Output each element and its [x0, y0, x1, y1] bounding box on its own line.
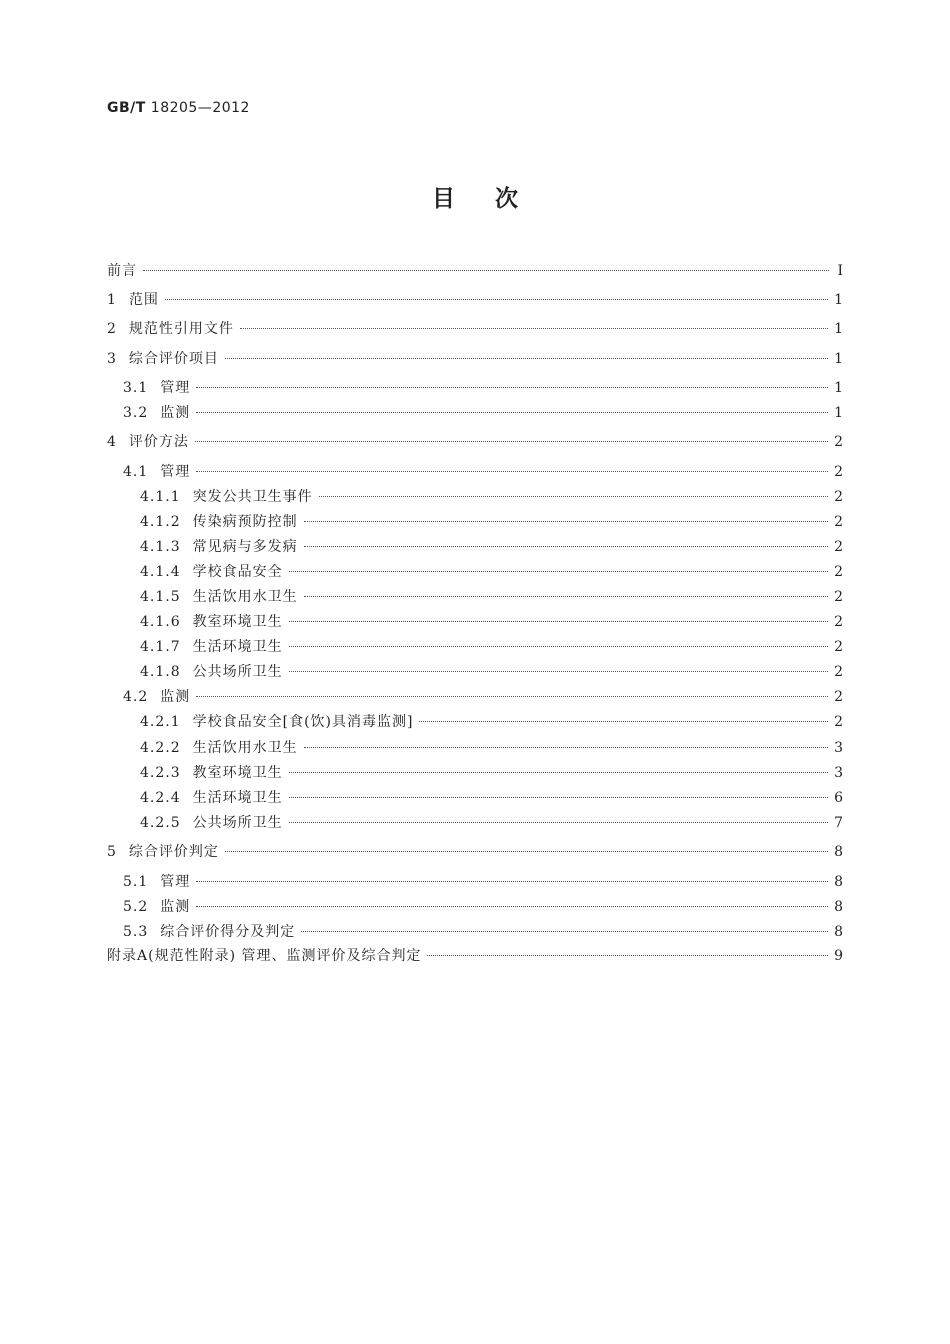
toc-entry-label: 学校食品安全[食(饮)具消毒监测] — [192, 714, 414, 730]
toc-dot-leader — [196, 881, 828, 882]
toc-entry-page: 2 — [834, 664, 843, 680]
toc-entry-label: 监测 — [160, 689, 191, 705]
toc-dot-leader — [289, 621, 828, 622]
toc-dot-leader — [304, 546, 828, 547]
toc-entry[interactable] — [107, 944, 843, 968]
toc-entry-label: 突发公共卫生事件 — [192, 489, 313, 505]
toc-entry-label: 监测 — [160, 405, 191, 421]
toc-entry-number: 4.1.5 — [140, 589, 181, 605]
toc-entry-label: 教室环境卫生 — [192, 614, 283, 630]
standard-code — [107, 100, 250, 116]
toc-entry-page: 2 — [834, 539, 843, 555]
toc-entry[interactable] — [107, 895, 843, 919]
toc-dot-leader — [196, 906, 828, 907]
toc-entry-number: 4.1.2 — [140, 514, 181, 530]
toc-entry[interactable] — [107, 485, 843, 509]
toc-entry[interactable] — [107, 460, 843, 484]
toc-entry-label: 公共场所卫生 — [192, 664, 283, 680]
toc-entry-page: 8 — [834, 899, 843, 915]
toc-dot-leader — [319, 496, 828, 497]
toc-entry-label: 综合评价判定 — [128, 844, 219, 860]
toc-dot-leader — [419, 721, 828, 722]
toc-entry-page: 9 — [834, 948, 843, 964]
toc-entry-label: 教室环境卫生 — [192, 765, 283, 781]
toc-entry-label: 生活饮用水卫生 — [192, 740, 298, 756]
standard-code-number: 18205—2012 — [150, 100, 250, 116]
toc-entry-page: 2 — [834, 689, 843, 705]
toc-entry-number: 1 — [107, 292, 117, 308]
toc-entry[interactable] — [107, 685, 843, 709]
toc-entry-page: 1 — [834, 405, 843, 421]
toc-dot-leader — [289, 772, 828, 773]
toc-entry-label: 生活饮用水卫生 — [192, 589, 298, 605]
toc-entry[interactable] — [107, 660, 843, 684]
toc-dot-leader — [427, 955, 828, 956]
toc-entry-page: 8 — [834, 844, 843, 860]
toc-entry-number: 4.1.3 — [140, 539, 181, 555]
toc-entry[interactable] — [107, 635, 843, 659]
toc-entry-label: 生活环境卫生 — [192, 790, 283, 806]
toc-entry-number: 4.1.1 — [140, 489, 181, 505]
toc-dot-leader — [165, 299, 828, 300]
toc-entry[interactable] — [107, 736, 843, 760]
toc-entry-page: 2 — [834, 434, 843, 450]
toc-entry-page: 2 — [834, 639, 843, 655]
toc-entry-page: 1 — [834, 351, 843, 367]
toc-dot-leader — [196, 412, 828, 413]
toc-entry-page: 6 — [834, 790, 843, 806]
toc-entry-page: 3 — [834, 765, 843, 781]
toc-entry-page: 8 — [834, 874, 843, 890]
toc-dot-leader — [240, 328, 828, 329]
toc-entry-label: 管理 — [160, 380, 191, 396]
toc-entry-page: 8 — [834, 924, 843, 940]
toc-entry-page: 2 — [834, 564, 843, 580]
toc-entry[interactable] — [107, 288, 843, 312]
toc-entry[interactable] — [107, 259, 843, 283]
toc-entry[interactable] — [107, 840, 843, 864]
toc-entry-number: 4.1.7 — [140, 639, 181, 655]
toc-entry-label: 管理 — [160, 874, 191, 890]
toc-entry-page: 1 — [834, 292, 843, 308]
toc-entry-number: 4.2.3 — [140, 765, 181, 781]
toc-entry-number: 5.1 — [123, 874, 149, 890]
toc-entry-number: 4.2.2 — [140, 740, 181, 756]
toc-entry-label: 综合评价得分及判定 — [160, 924, 296, 940]
toc-entry-number: 4.2 — [123, 689, 149, 705]
toc-entry-number: 2 — [107, 321, 117, 337]
toc-dot-leader — [143, 270, 829, 271]
toc-entry-page: 1 — [834, 380, 843, 396]
page-title: 目次 — [432, 186, 558, 212]
toc-dot-leader — [301, 931, 828, 932]
toc-dot-leader — [289, 822, 828, 823]
toc-entry-label: 综合评价项目 — [128, 351, 219, 367]
toc-entry[interactable] — [107, 610, 843, 634]
toc-entry-label: 传染病预防控制 — [192, 514, 298, 530]
toc-dot-leader — [225, 358, 828, 359]
toc-entry-number: 4 — [107, 434, 117, 450]
toc-dot-leader — [225, 851, 828, 852]
toc-entry[interactable] — [107, 585, 843, 609]
toc-entry-page: 1 — [834, 321, 843, 337]
toc-entry-page: 2 — [834, 614, 843, 630]
toc-entry-number: 3.1 — [123, 380, 149, 396]
toc-entry-label: 前言 — [107, 263, 137, 279]
toc-dot-leader — [304, 596, 828, 597]
toc-entry-label: 公共场所卫生 — [192, 815, 283, 831]
toc-entry-label: 常见病与多发病 — [192, 539, 298, 555]
toc-entry-label: 管理 — [160, 464, 191, 480]
toc-entry[interactable] — [107, 401, 843, 425]
toc-entry-page: 2 — [834, 714, 843, 730]
toc-entry-page: Ⅰ — [837, 263, 843, 279]
toc-entry-label: 生活环境卫生 — [192, 639, 283, 655]
toc-entry[interactable] — [107, 710, 843, 734]
toc-entry-page: 3 — [834, 740, 843, 756]
toc-entry[interactable] — [107, 535, 843, 559]
toc-entry[interactable] — [107, 560, 843, 584]
toc-entry[interactable] — [107, 811, 843, 835]
toc-dot-leader — [304, 521, 828, 522]
toc-dot-leader — [196, 696, 828, 697]
toc-entry-page: 2 — [834, 589, 843, 605]
toc-entry-label: 附录A(规范性附录) 管理、监测评价及综合判定 — [107, 948, 422, 964]
toc-entry-number: 4.1 — [123, 464, 149, 480]
toc-entry[interactable] — [107, 920, 843, 944]
toc-dot-leader — [289, 797, 828, 798]
toc-entry-number: 4.2.5 — [140, 815, 181, 831]
toc-entry-number: 4.1.6 — [140, 614, 181, 630]
toc-entry-number: 4.1.4 — [140, 564, 181, 580]
toc-entry-label: 监测 — [160, 899, 191, 915]
toc-entry[interactable] — [107, 317, 843, 341]
toc-entry-page: 2 — [834, 489, 843, 505]
toc-entry-number: 4.2.1 — [140, 714, 181, 730]
toc-dot-leader — [289, 571, 828, 572]
toc-entry[interactable] — [107, 761, 843, 785]
toc-entry-page: 2 — [834, 514, 843, 530]
toc-entry[interactable] — [107, 786, 843, 810]
toc-dot-leader — [196, 471, 828, 472]
toc-entry[interactable] — [107, 510, 843, 534]
toc-entry-number: 5 — [107, 844, 117, 860]
toc-dot-leader — [196, 387, 828, 388]
toc-entry-label: 评价方法 — [128, 434, 189, 450]
toc-dot-leader — [289, 671, 828, 672]
toc-entry-label: 规范性引用文件 — [128, 321, 234, 337]
toc-entry-label: 范围 — [128, 292, 159, 308]
toc-entry-number: 5.2 — [123, 899, 149, 915]
toc-entry-number: 4.2.4 — [140, 790, 181, 806]
toc-entry[interactable] — [107, 347, 843, 371]
toc-entry[interactable] — [107, 376, 843, 400]
toc-entry-number: 4.1.8 — [140, 664, 181, 680]
toc-entry-number: 3 — [107, 351, 117, 367]
toc-dot-leader — [289, 646, 828, 647]
toc-entry[interactable] — [107, 430, 843, 454]
toc-entry-page: 2 — [834, 464, 843, 480]
toc-dot-leader — [304, 747, 828, 748]
toc-entry-number: 5.3 — [123, 924, 149, 940]
toc-dot-leader — [195, 441, 828, 442]
toc-entry-page: 7 — [834, 815, 843, 831]
toc-entry-number: 3.2 — [123, 405, 149, 421]
toc-entry-label: 学校食品安全 — [192, 564, 283, 580]
toc-entry[interactable] — [107, 870, 843, 894]
standard-code-prefix: GB/T — [107, 100, 146, 116]
